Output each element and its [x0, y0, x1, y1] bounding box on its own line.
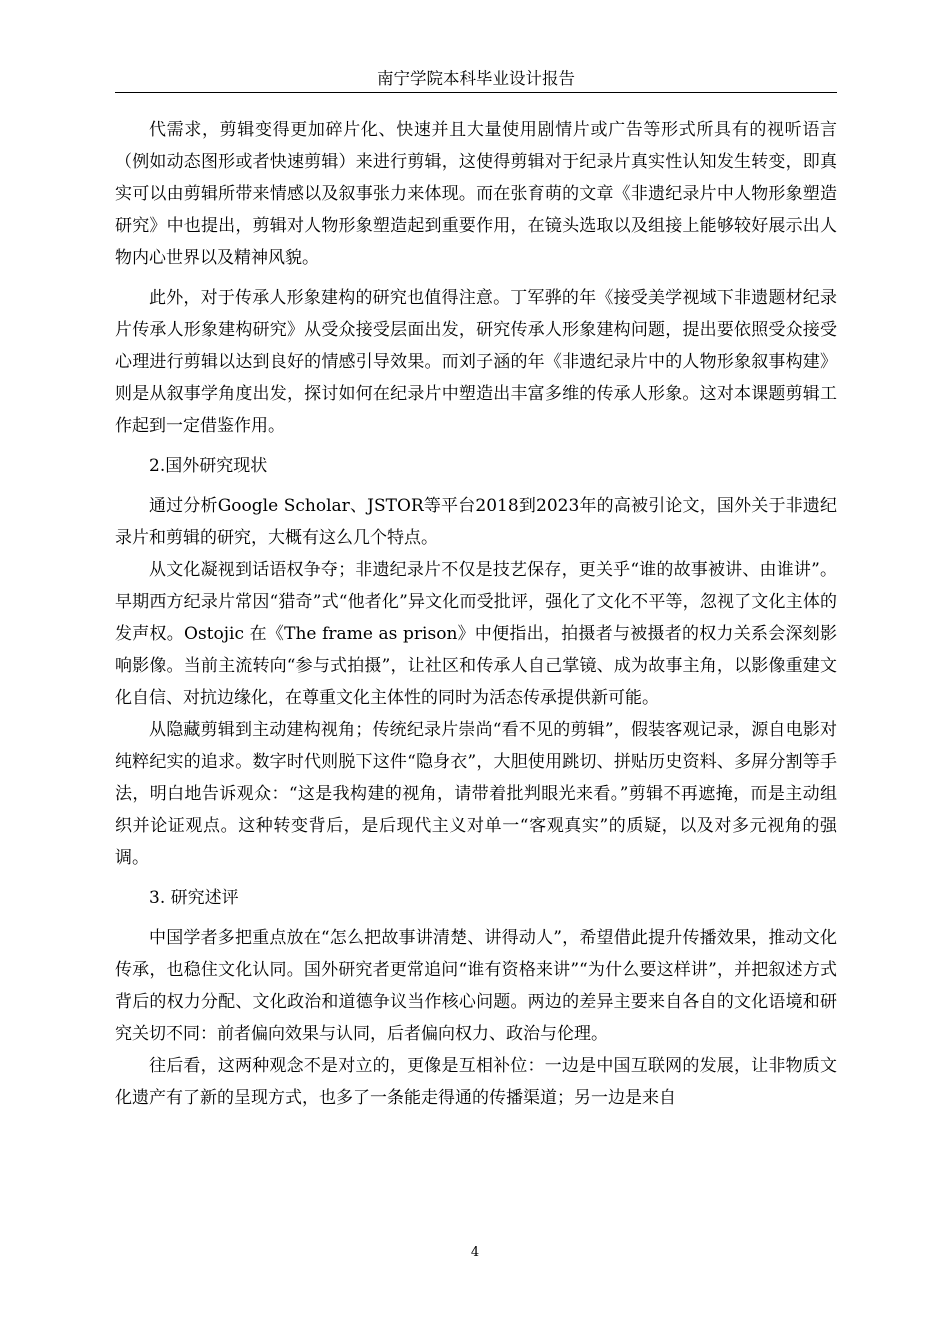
- page-header: 南宁学院本科毕业设计报告: [377, 69, 575, 88]
- paragraph: 从文化凝视到话语权争夺；非遗纪录片不仅是技艺保存，更关乎“谁的故事被讲、由谁讲”。早期西方纪录片常因“猎奇”式“他者化”异文化而受批评，强化了文化不平等，忽视了文化主体的发声权。Ostojic 在《The frame as prison》中便指出，拍摄者与被摄者的权力关系会深刻影响影像。当前主流转向“参与式拍摄”，让社区和传承人自己掌镜、成为故事主角，以影像重建文化自信、对抗边缘化，在尊重文化主体性的同时为活态传承提供新可能。: [115, 560, 837, 708]
- paragraph: 中国学者多把重点放在“怎么把故事讲清楚、讲得动人”，希望借此提升传播效果，推动文化传承，也稳住文化认同。国外研究者更常追问“谁有资格来讲”“为什么要这样讲”，并把叙述方式背后的权力分配、文化政治和道德争议当作核心问题。两边的差异主要来自各自的文化语境和研究关切不同：前者偏向效果与认同，后者偏向权力、政治与伦理。: [115, 928, 837, 1044]
- paragraph: 从隐藏剪辑到主动建构视角；传统纪录片崇尚“看不见的剪辑”，假装客观记录，源自电影对纯粹纪实的追求。数字时代则脱下这件“隐身衣”，大胆使用跳切、拼贴历史资料、多屏分割等手法，明白地告诉观众：“这是我构建的视角，请带着批判眼光来看。”剪辑不再遮掩，而是主动组织并论证观点。这种转变背后，是后现代主义对单一“客观真实”的质疑，以及对多元视角的强调。: [115, 720, 837, 868]
- paragraph: 通过分析Google Scholar、JSTOR等平台2018到2023年的高被引论文，国外关于非遗纪录片和剪辑的研究，大概有这么几个特点。: [115, 496, 837, 548]
- document-body: [115, 114, 837, 1114]
- page-number: 4: [470, 1245, 480, 1260]
- paragraph: 代需求，剪辑变得更加碎片化、快速并且大量使用剧情片或广告等形式所具有的视听语言（例如动态图形或者快速剪辑）来进行剪辑，这使得剪辑对于纪录片真实性认知发生转变，即真实可以由剪辑所带来情感以及叙事张力来体现。而在张育萌的文章《非遗纪录片中人物形象塑造研究》中也提出，剪辑对人物形象塑造起到重要作用，在镜头选取以及组接上能够较好展示出人物内心世界以及精神风貌。: [115, 120, 837, 268]
- section-heading: 3. 研究述评: [149, 888, 239, 908]
- paragraph: 此外，对于传承人形象建构的研究也值得注意。丁军骅的年《接受美学视域下非遗题材纪录片传承人形象建构研究》从受众接受层面出发，研究传承人形象建构问题，提出要依照受众接受心理进行剪辑以达到良好的情感引导效果。而刘子涵的年《非遗纪录片中的人物形象叙事构建》则是从叙事学角度出发，探讨如何在纪录片中塑造出丰富多维的传承人形象。这对本课题剪辑工作起到一定借鉴作用。: [115, 288, 837, 436]
- header-divider: [115, 92, 837, 93]
- section-heading: 2.国外研究现状: [149, 456, 268, 476]
- paragraph: 往后看，这两种观念不是对立的，更像是互相补位：一边是中国互联网的发展，让非物质文化遗产有了新的呈现方式，也多了一条能走得通的传播渠道；另一边是来自: [115, 1056, 837, 1108]
